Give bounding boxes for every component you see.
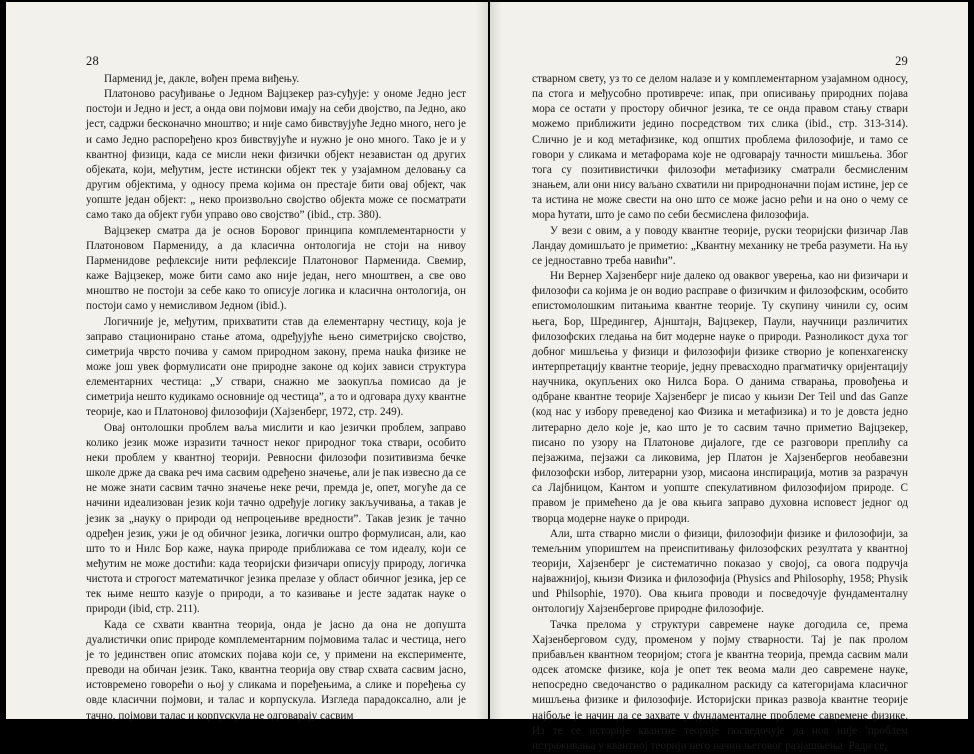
paragraph: Платоново расуђивање о Једном Вајцзекер раз-суђује: у ономе Једно јест постоји и Једно и јест, а онда ови појмови имају на себи двојство, па Једно, ако јест, садржи бесконачно мноштво; и није само бивствујуће Једно много, него је и само Једно распоређено кроз бивствујуће и нужно је оно много. Тако је и у квантној физици, када се мисли неки физички објект независтан од других објеката, који, међутим, јесте истински објект тек у узајамном деловању са другим објектима, у односу према којима он престаје бити овај објект, чак уопште један објект: „ неко произвољно својство објекта може се посматрати само тако да објект губи управо ово својство” (ibid., стр. 380). xyxy=(86,88,466,222)
left-page xyxy=(6,2,488,722)
paragraph: стварном свету, уз то се делом налазе и у комплементарном узајамном односу, па стога и међусобно противрече: ипак, при описивању природних појава мора се остати у простору обичног језика, те се онда правом стању ствари можемо приближити једино посредством тих слика (ibid., стр. 313-314). Слично је и код метафизике, код општих проблема филозофије, и тамо се говори у сликама и метафорама које не одговарају тачности мишљења. Због тога су позитивистички филозофи метафизику сматрали бесмисленим знањем, али они нису ваљано схватили ни природноначни појам истине, јер се та истина не може свести на оно што се може јасно рећи и на оно о чему се мора ћутати, што је само по себи бесмислена филозофија. xyxy=(532,73,908,222)
spine-shadow xyxy=(490,2,502,719)
page-number: 28 xyxy=(86,54,99,68)
page-number: 29 xyxy=(895,54,908,68)
paragraph: Тачка прелома у структури савремене науке догодила се, према Хајзенберговом суду, променом у појму стварности. Тај је пак пролом прибављен квантном теоријом; стога је квантна теорија, премда сасвим мали одсек атомске физике, која је опет тек веома мали део савремене науке, непосредно сведочанство о радикалном раскиду са категоријама класичног мишљења физике и филозофије. Историјски приказ развоја квантне теорије најбоље је начин да се захвате у фундаменталне проблеме савремене физике. Из те се историје квантне теорије посведочује да нов није ʹпроблем истраживања у квантној теорији него начин његовог разјашњења. Ради се, xyxy=(532,618,908,752)
paragraph: Овај онтолошки проблем ваља мислити и као језички проблем, заправо колико језик може изразити тачност неког природног тока ствари, особито неки проблем у квантној теорији. Ревносни филозофи позитивизма бечке школе држе да свака реч има сасвим одређено значење, али је пак извесно да се не може знати сасвим тачно значење неке речи, премда је, опет, могуће да се начини идеализован језик који тачно одређује логику закључивања, а такав је језик за „науку о природи од непроцењиве вредности”. Такав језик је тачно одређен језик, ужи је од обичног језика, логички оштро формулисан, али, као што то и Нилс Бор каже, наука природе приближава се том идеалу, који се међутим не може достићи: када теоријски физичари описују природу, логичка чистота и строгост математичког језика прелазе у област обичног језика, јер се тек њиме нешто казује о природи, а то казивање и јесте задатак науке о природи (ibid, стр. 211). xyxy=(86,421,466,616)
paragraph: У вези с овим, а у поводу квантне теорије, руски теоријски физичар Лав Ландау домишљато је приметио: „Квантну механику не треба разумети. На њу се једноставно треба навићи”. xyxy=(532,224,908,267)
paragraph: Али, шта стварно мисли о физици, филозофији физике и филозофији, за темељним упориштем на преиспитивању филозофских резултата у квантној теорији, Хајзенберг је систематично показао у својој, са овога подручја најважнијој, књизи Физика и филозофија (Physics and Philosophy, 1958; Physik und Philsophie, 1970). Ова књига проводи и посведочује фундаменталну онтологију Хајзенбергове природне филозофије. xyxy=(532,527,908,616)
paragraph: Ни Вернер Хајзенберг није далеко од оваквог уверења, као ни физичари и филозофи са којима је он водио расправе о физичким и филозофским, особито епистомолошким питањима квантне теорије. Ту скупину чинили су, осим њега, Бор, Шредингер, Ајнштајн, Вајцзекер, Паули, научници различитих филозофских гледања на бит модерне науке о природи. Разноликост духа тог добног мишљења у физици и филозофији физике створио је копенхагенску интерпретацију квантне теорије, једну превасходно прагматичку оријентацију научника, окупљених око Нилса Бора. О данима стварања, провођења и одбране квантне теорије Хајзенберг је писао у књизи Der Teil und das Ganze (код нас у избору преведеној као Физика и метафизика) и то је довста једно литерарно дело које је, као што је то сасвим тачно приметио Вајцзекер, писано по узору на Платонове дијалоге, где се разговори преплићу са пејзажима, пејзажи са ликовима, јер Платон је Хајзенбергов необавезни филозофски избор, литерарни узор, мисаона инспирација, мотив за разрачун са Лајбницом, Кантом и уопште спекулативном филозофијом природе. С правом је примећено да је ова књига заправо духовна исповест једног од творца модерне науке о природи. xyxy=(532,270,908,525)
body-text xyxy=(532,72,908,754)
paragraph: Вајцзекер сматра да је основ Боровог принципа комплементарности у Платоновом Пармениду, а да класична онтологија не стоји на нивоу Парменидове рефлексије нити рефлексије Платоновог Парменида. Свемир, каже Вајцзекер, може бити само ако није један, него мноштвен, а све ово мноштво не постоји за себе како то описује логика и класична онтологија, он постоји само у немисливом Једном (ibid.). xyxy=(86,224,466,313)
spine-shadow xyxy=(476,2,488,719)
right-page xyxy=(490,2,968,752)
body-text xyxy=(86,72,466,724)
paragraph: Када се схвати квантна теорија, онда је јасно да она не допушта дуалистички опис природе комплементарним појмовима талас и честица, него је то јединствен опис атомских појава који се, у примени на експерименте, преводи на обичан језик. Тако, квантна теорија ову ствар схвата сасвим јасно, истовремено говорећи о њој у сликама и поређењима, а слике и поређења су овде класични појмови, и талас и корпускула. Изгледа парадоксално, али је тачно, појмови талас и корпускула не одговарају сасвим xyxy=(86,618,466,722)
paragraph: Парменид је, дакле, вођен према виђењу. xyxy=(104,73,300,85)
paragraph: Логичније је, међутим, прихватити став да елементарну честицу, која је заправо стационирано стање атома, одређујуће њено симетријско својство, симетрија чврсто почива у самом природном закону, према нauka физике не може још увек формулисати оне природне законе од којих зависи структура елементарних честица: „У ствари, снажно ме заокупља помисао да је симетрија нешто кудикамо основније од честица”, а то и одговара духу квантне теорије, као и Платоновој филозофији (Хајзенберг, 1972, стр. 249). xyxy=(86,315,466,419)
